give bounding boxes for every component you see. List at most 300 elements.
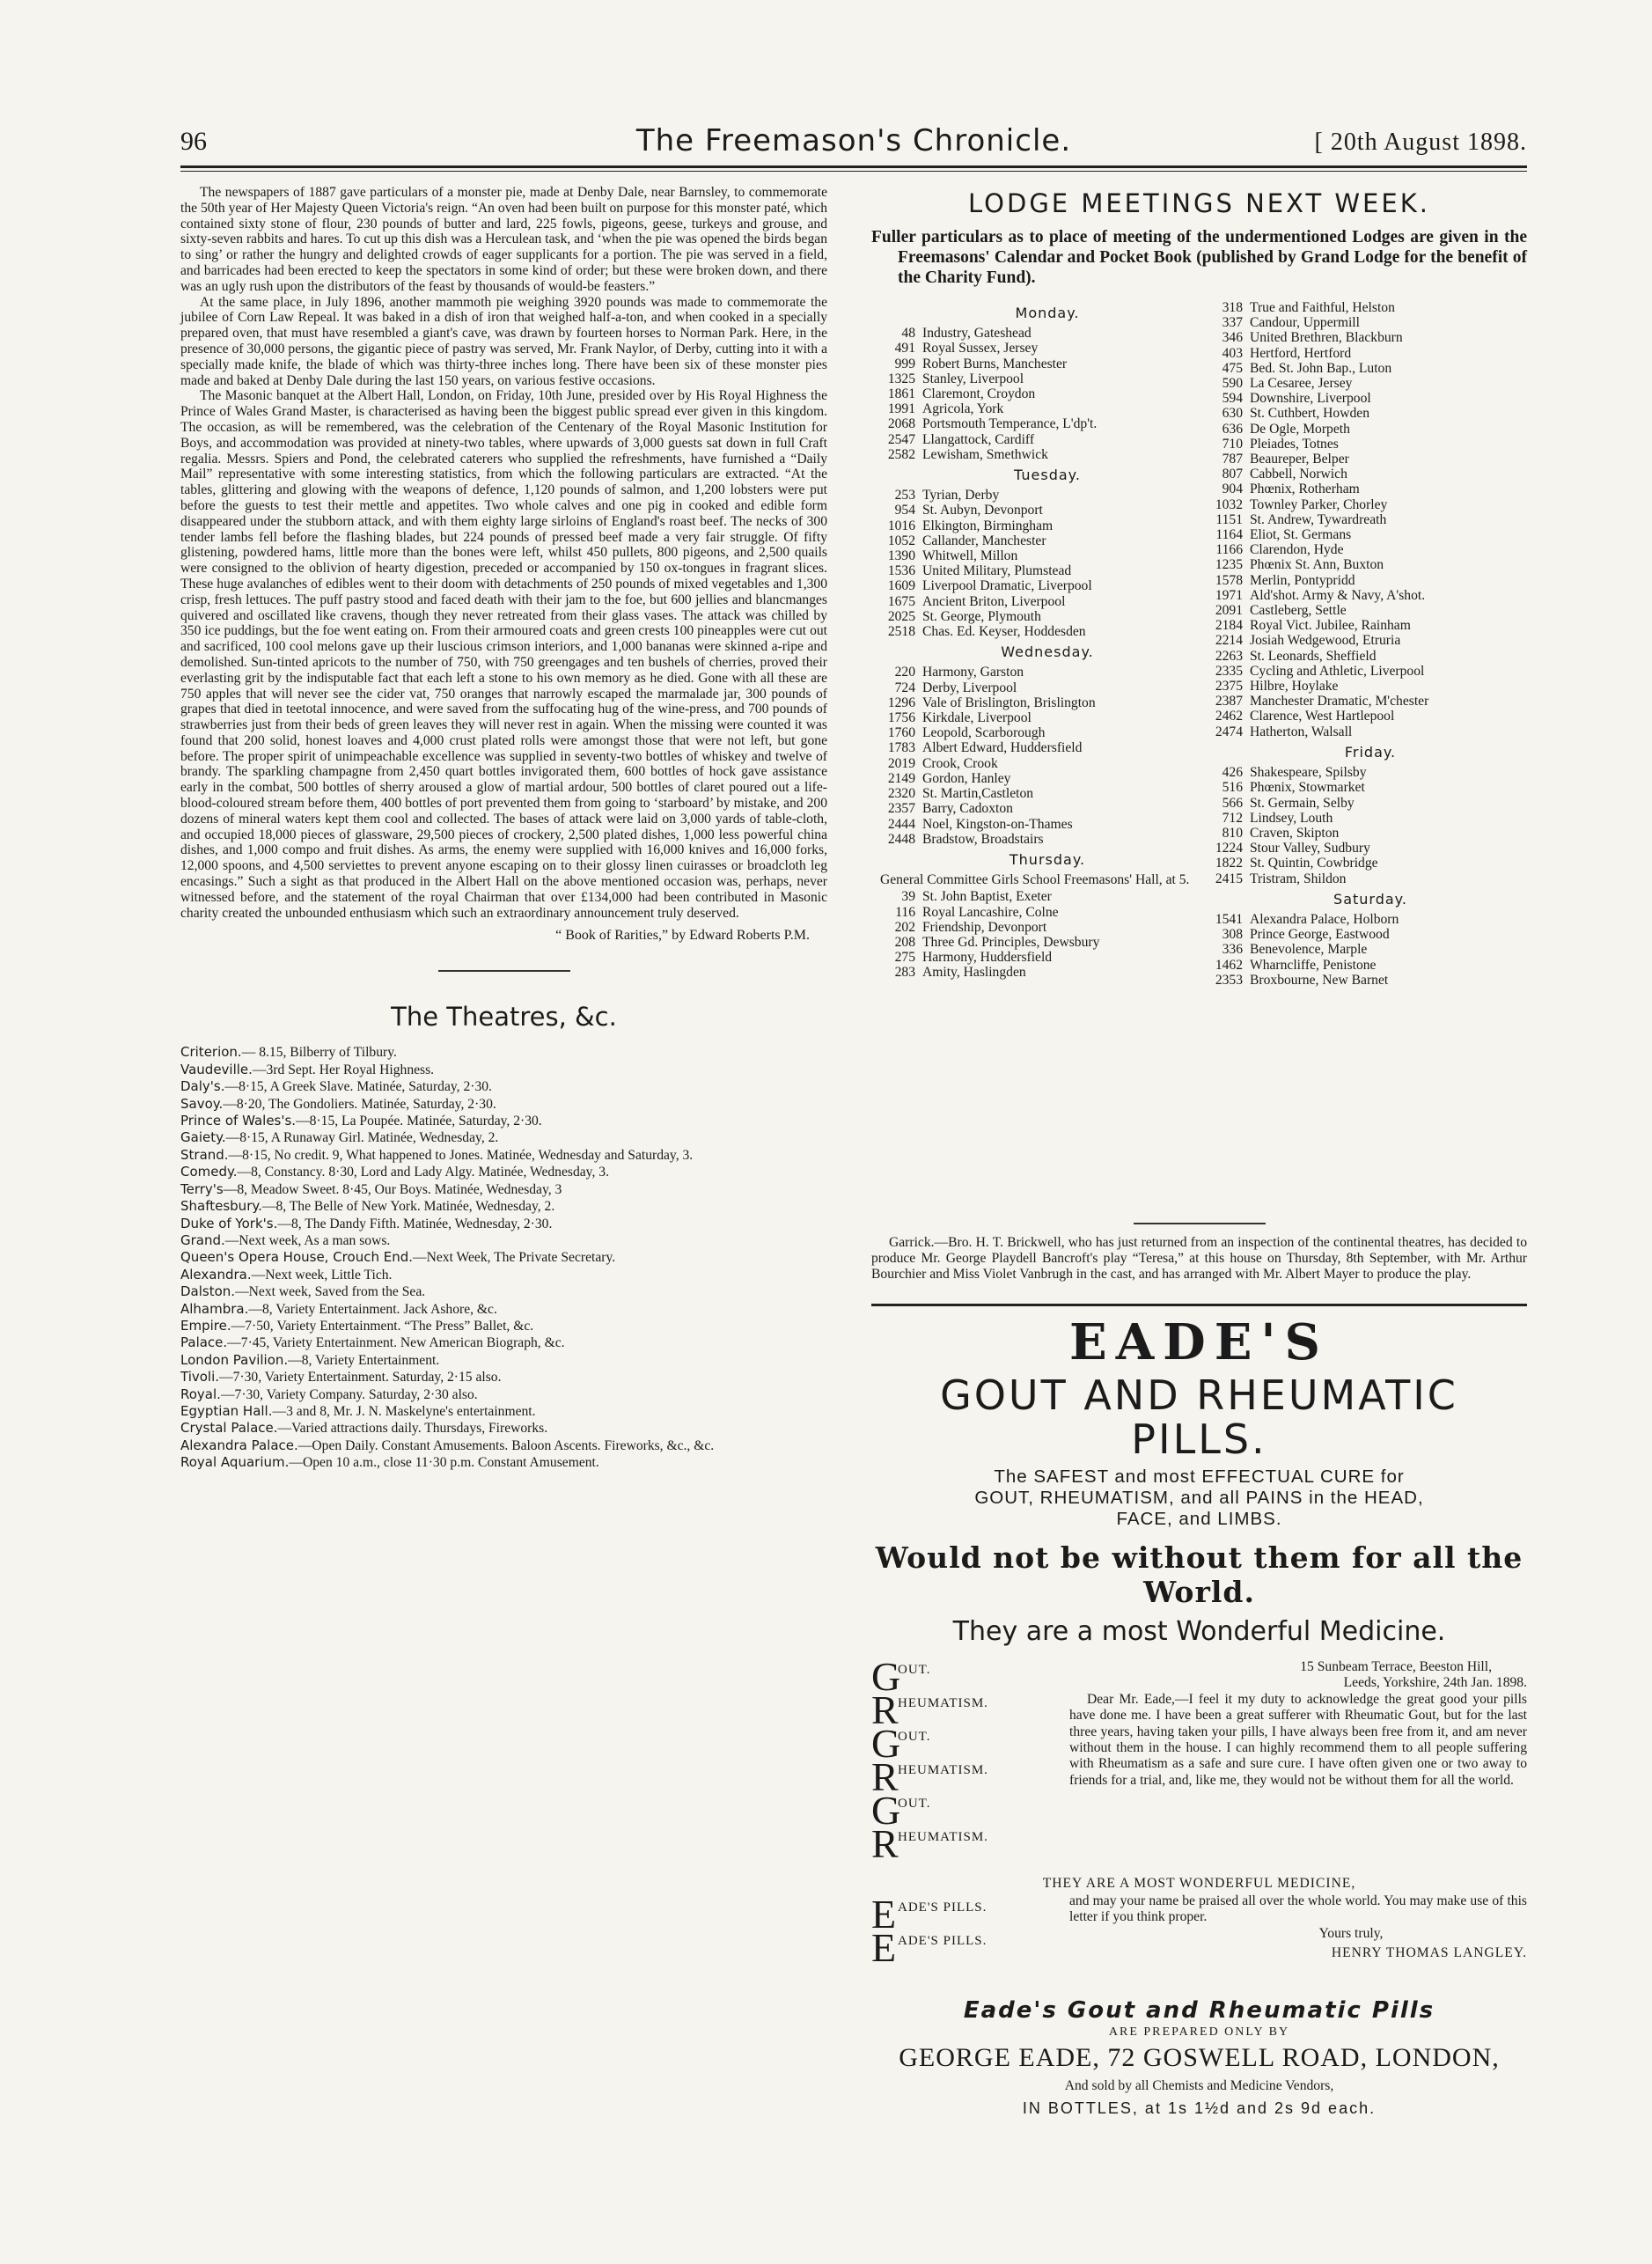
theatres-heading: The Theatres, &c. [391,1002,617,1033]
theatre-details: —8·20, The Gondoliers. Matinée, Saturday, 2·30. [223,1096,496,1112]
day-heading-saturday: Saturday. [1333,890,1407,908]
theatre-name: Royal. [180,1386,221,1402]
theatre-details: —Open 10 a.m., close 11·30 p.m. Constant Amusement. [289,1455,599,1471]
lodge-number: 787 [1222,452,1243,467]
theatre-entry [180,1147,827,1164]
lodge-entry [1208,603,1533,618]
lodge-name: Ald'shot. Army & Navy, A'shot. [1250,587,1426,603]
lodge-name: Benevolence, Marple [1250,942,1368,958]
lodge-entry [880,432,1215,447]
theatre-name: Alexandra. [180,1266,252,1283]
lodge-entry [1208,330,1533,345]
lodge-name: Hilbre, Hoylake [1250,679,1339,695]
lodge-name: Whitwell, Millon [922,548,1018,564]
lodge-number: 2518 [887,624,915,640]
lodge-entry [1208,618,1533,633]
lodge-name: Lewisham, Smethwick [922,446,1048,462]
lodge-number: 1756 [887,710,915,726]
theatre-details: —8·15, A Runaway Girl. Matinée, Wednesday, 2. [225,1130,499,1146]
lodge-column-right [1208,300,1533,988]
lodge-number: 807 [1222,467,1243,482]
lodge-number: 2462 [1215,709,1243,724]
lodge-name: St. John Baptist, Exeter [922,889,1052,905]
lodge-name: Bed. St. John Bap., Luton [1250,360,1392,376]
lodge-entry [1208,452,1533,467]
lodge-number: 2184 [1215,618,1243,634]
issue-date: [ 20th August 1898. [1314,129,1527,156]
theatre-name: Queen's Opera House, Crouch End. [180,1249,414,1266]
theatre-details: —Next Week, The Private Secretary. [413,1250,616,1266]
lodge-number: 491 [894,341,915,357]
lodge-entry [880,832,1215,847]
lodge-entry [880,965,1215,980]
lodge-intro: Fuller particulars as to place of meeting of the undermentioned Lodges are given in the Freemasons' Calendar and Pocket Book (published by Grand Lodge for the benefit of the Charity Fund). [871,228,1527,287]
lodge-entry [1208,826,1533,841]
lodge-name: Broxbourne, New Barnet [1250,972,1389,988]
lodge-entry [880,817,1215,832]
theatre-entry [180,1078,827,1095]
theatre-entry [180,1352,827,1369]
lodge-number: 1390 [887,548,915,564]
letter-text [1069,1659,1527,1789]
lodge-name: Clarence, West Hartlepool [1250,709,1395,724]
committee-note: General Committee Girls School Freemasons' Hall, at 5. [880,872,1190,888]
they-are-line: THEY ARE A MOST WONDERFUL MEDICINE, [1042,1876,1356,1891]
lodge-number: 2387 [1215,694,1243,709]
lodge-number: 220 [894,665,915,680]
lodge-entry [880,357,1215,371]
advert-footer [871,1997,1527,2118]
letter-continuation [1069,1893,1527,1962]
lodge-entry [880,695,1215,710]
theatre-details: — 8.15, Bilberry of Tilbury. [241,1045,397,1061]
lodge-name: Amity, Haslingden [922,965,1026,981]
theatre-name: Daly's. [180,1078,225,1095]
advert-product-name: Eade's Gout and Rheumatic Pills [963,1997,1435,2024]
letter-signature: HENRY THOMAS LANGLEY. [1331,1945,1527,1961]
theatre-details: —7·50, Variety Entertainment. “The Press” Ballet, &c. [231,1318,534,1334]
lodge-name: Vale of Brislington, Brislington [922,695,1096,710]
lodge-entry [880,920,1215,935]
lodge-name: Candour, Uppermill [1250,315,1360,331]
masthead-title: The Freemason's Chronicle. [635,123,1072,158]
theatre-entry [180,1301,827,1318]
theatres-list [180,1044,827,1471]
lodge-name: Royal Vict. Jubilee, Rainham [1250,618,1411,634]
article-paragraph: At the same place, in July 1896, another mammoth pie weighing 3920 pounds was made to commemorate the jubilee of Corn Law Repeal. It was baked in a dish of iron that weighed half-a-ton, and when cooked in a specially prepared oven, that must have resembled a giant's cave, was drawn by fourteen horses to Norman Park. Here, in the presence of 30,000 persons, the gigantic piece of pastry was served, Mr. Frank Naylor, of Derby, cutting into it with a specially made knife, the blade of which was thirty-three inches long. There have been six of these monster pies made and baked at Denby Dale during the last 150 years, on various festive occasions. [180,294,827,388]
lodge-entry [1208,927,1533,942]
theatre-name: Comedy. [180,1164,238,1180]
lodge-number: 724 [894,680,915,695]
lodge-entry [1208,780,1533,795]
lodge-entry [880,371,1215,386]
lodge-number: 1151 [1215,511,1243,527]
lodge-entry [880,609,1215,624]
lodge-name: De Ogle, Morpeth [1250,421,1350,437]
lodge-entry [880,563,1215,578]
lodge-entry [1208,315,1533,330]
theatre-details: —8, The Belle of New York. Matinée, Wednesday, 2. [261,1199,555,1215]
lodge-name: Pleiades, Totnes [1250,436,1339,452]
lodge-name: St. Andrew, Tywardreath [1250,511,1387,527]
advert-claim [871,1466,1527,1530]
letter-address: 15 Sunbeam Terrace, Beeston Hill, [1300,1659,1492,1674]
lodge-name: Portsmouth Temperance, L'dp't. [922,416,1098,432]
lodge-name: Robert Burns, Manchester [922,356,1068,371]
lodge-number: 253 [894,488,915,504]
theatre-entry [180,1437,827,1454]
lodge-name: Agricola, York [922,401,1004,417]
lodge-entry [880,680,1215,695]
letter-body: Dear Mr. Eade,—I feel it my duty to acknowledge the great good your pills have done me. I have been a great sufferer with Rheumatic Gout, but for the last three years, having taken your pills, I have always been free from it, and am never without them in the house. I can highly recommend them to all people suffering with Rheumatism as a safe and sure cure. I have often given one or two away to friends for a trial, and, like me, they would not be without them for all the world. [1069,1691,1527,1788]
theatre-name: Prince of Wales's. [180,1113,297,1129]
lodge-entry [1208,437,1533,452]
lodge-name: Craven, Skipton [1250,825,1340,841]
right-column [871,185,1527,2118]
lodge-entry [1208,973,1533,988]
theatre-name: Empire. [180,1317,231,1334]
lodge-entry [880,326,1215,341]
theatre-name: Criterion. [180,1044,242,1061]
lodge-entry [880,503,1215,518]
lodge-number: 2357 [887,801,915,817]
theatre-name: Savoy. [180,1095,224,1112]
lodge-entry [1208,796,1533,811]
theatre-name: Crystal Palace. [180,1420,278,1437]
lodge-name: Phœnix St. Ann, Buxton [1250,557,1384,573]
lodge-number: 2263 [1215,648,1243,664]
side-word-rest: HEUMATISM. [898,1830,988,1844]
side-word-rest: HEUMATISM. [898,1763,988,1777]
theatre-name: Terry's [180,1180,224,1197]
advert-claim-line: GOUT, RHEUMATISM, and all PAINS in the HEAD, [974,1488,1424,1508]
lodge-entry [1208,512,1533,527]
lodge-number: 2375 [1215,679,1243,695]
lodge-number: 954 [894,503,915,518]
lodge-number: 2415 [1215,871,1243,886]
lodge-number: 636 [1222,421,1243,437]
theatre-details: —8·15, La Poupée. Matinée, Saturday, 2·30. [296,1114,542,1129]
side-initial: G [871,1721,901,1766]
eade-initial: E [871,1892,897,1937]
side-word [871,1754,1074,1799]
lodge-entry [1208,724,1533,739]
side-words [871,1654,1074,1866]
lodge-name: St. Leonards, Sheffield [1250,648,1377,664]
lodge-meetings-heading: LODGE MEETINGS NEXT WEEK. [968,188,1430,218]
lodge-entry [880,740,1215,755]
theatre-entry [180,1096,827,1113]
lodge-name: St. Aubyn, Devonport [922,503,1043,518]
theatre-entry [180,1369,827,1386]
theatre-name: Vaudeville. [180,1061,253,1077]
lodge-entry [880,786,1215,801]
lodge-name: Castleberg, Settle [1250,603,1347,619]
article-paragraph: The Masonic banquet at the Albert Hall, London, on Friday, 10th June, presided over by His Royal Highness the Prince of Wales Grand Master, is characterised as having been the biggest public spread ever given in this kingdom. The occasion, as will be remembered, was the celebration of the Centenary of the Royal Masonic Institution for Boys, and accommodation was provided at ninety-two tables, where upwards of 3,000 guests sat down in full Craft regalia. Messrs. Spiers and Pond, the celebrated caterers who supplied the refreshments, have furnished a “Daily Mail” representative with some interesting statistics, from which the following particulars are extracted. “At the tables, glittering and glowing with the weapons of defence, 1,120 pounds of salmon, and 1,200 lobsters were put before the guests to test their mettle and appetites. Two whole calves and one pig in cooked and edible form disappeared under the stubborn attack, and with them eighty large sirloins of England's roast beef. The necks of 300 tender lambs fell before the flashing blades, but 224 pounds of pressed beef made a very fair struggle. Of fifty glistening, powdered hams, little more than the bones were left, whilst 450 pullets, 800 pigeons, and 2,500 quails were consigned to the oblivion of hearty digestion, preceded or accompanied by 150 ox-tongues in fragrant slices. These huge avalanches of edibles went to their doom with detachments of 250 pounds of mixed vegetables and 1,300 crisp, fresh lettuces. The puff pastry stood and faced death with their jam to the foe, but 600 jellies and blancmanges quivered and oscillated like cravens, though they never retreated from their glass vases. The attack was chilled by 350 ice puddings, but the foe went eating on. From their armoured coats and green crests 100 pineapples were cut out and sacrificed, 100 cool melons gave up their luscious crimson interiors, and 1,000 bananas were skinned a-ripe and demolished. Sun-tinted apricots to the number of 750, with 750 greengages and ten bushels of cherries, proved their everlasting grit by the indisputable fact that each left a stone to his own memory as he died. Gone with all these are 750 apples that will never see the cider vat, 750 oranges that narrowly escaped the marmalade jar, 300 pounds of grapes that died in teetotal innocence, and were saved from the suffocating hug of the wine-press, and 700 pounds of strawberries just from their beds of green leaves they will never rest in again. When the missing were counted it was found that 200 solid, honest loaves and 4,000 crust plated rolls were amongst those that were not left, but gone before. The proper spirit of unimpeachable excellence was supplied in seventy-two bottles of whiskey and twelve of brandy. The sparkling champagne from 2,450 quart bottles invigorated them, 600 bottles of hock gave assistance early in the combat, 500 bottles of sherry aroused a glow of martial ardour, 500 bottles of claret poured out a life-blood-coloured stream before them, 400 bottles of port prevented them from going to ‘starboard’ by mistake, and 200 dozens of mineral waters kept them cool and collected. The bases of attack were laid on 3,000 yards of table-cloth, and occupied 18,000 pieces of glassware, 29,500 pieces of crockery, 2,500 plated dishes, 1,000 less powerful china dishes, and 1,000 compo and fruit dishes. As arms, the enemy were supplied with 16,000 knives and 16,000 forks, 12,000 spoons, and 4,500 serviettes to prevent anyone escaping on to their glossy linen cuirasses or broadcloth leg encasings.” Such a sight as that produced in the Albert Hall on the above mentioned occasion was, perhaps, never witnessed before, and the statement of the royal Chairman that over £134,000 had been contributed in Masonic charity created the unbounded enthusiasm which such an extraordinary announcement truly deserved. [180,388,827,921]
lodge-name: Royal Lancashire, Colne [922,904,1059,920]
side-word [871,1721,1074,1766]
lodge-number: 2068 [887,416,915,432]
lodge-number: 48 [901,326,915,342]
theatre-name: London Pavilion. [180,1351,289,1368]
lodge-number: 426 [1222,765,1243,781]
lodge-listing [871,300,1527,1233]
day-heading-tuesday: Tuesday. [1014,467,1081,484]
theatre-name: Strand. [180,1146,229,1163]
lodge-entry [1208,481,1533,496]
lodge-name: St. Cuthbert, Howden [1250,406,1370,422]
eade-word-rest: ADE'S PILLS. [898,1900,988,1915]
lodge-name: United Military, Plumstead [922,563,1072,579]
lodge-number: 1164 [1215,527,1243,543]
lodge-name: La Cesaree, Jersey [1250,376,1353,392]
lodge-number: 116 [895,904,915,920]
lodge-name: Harmony, Garston [922,665,1024,680]
theatre-details: —8·15, A Greek Slave. Matinée, Saturday, 2·30. [224,1079,492,1095]
lodge-entry [880,578,1215,593]
lodge-number: 318 [1222,300,1243,315]
side-word [871,1687,1074,1732]
lodge-number: 2019 [887,755,915,771]
lodge-name: Stour Valley, Sudbury [1250,841,1370,856]
lodge-number: 346 [1222,330,1243,346]
theatre-name: Alhambra. [180,1300,249,1317]
theatre-entry [180,1164,827,1180]
lodge-number: 2320 [887,786,915,802]
theatre-details: —Next week, As a man sows. [224,1232,391,1248]
lodge-number: 566 [1222,795,1243,811]
theatre-entry [180,1062,827,1078]
lodge-entry [880,518,1215,533]
side-word-rest: OUT. [898,1730,931,1744]
theatre-entry [180,1386,827,1403]
lodge-name: Three Gd. Principles, Dewsbury [922,934,1100,950]
lodge-name: Shakespeare, Spilsby [1250,765,1367,781]
lodge-entry [1208,467,1533,481]
advert-top-rule [871,1304,1527,1306]
lodge-entry [880,801,1215,816]
day-heading-friday: Friday. [1344,743,1397,761]
advert-maker-address: GEORGE EADE, 72 GOSWELL ROAD, LONDON, [899,2043,1500,2072]
lodge-name: Noel, Kingston-on-Thames [922,816,1073,832]
theatre-entry [180,1334,827,1351]
lodge-entry [880,935,1215,950]
lodge-name: St. Quintin, Cowbridge [1250,856,1378,871]
article-citation: “ Book of Rarities,” by Edward Roberts P.M. [555,928,810,944]
lodge-entry [880,624,1215,639]
lodge-number: 2025 [887,608,915,624]
theatre-entry [180,1044,827,1061]
theatre-name: Duke of York's. [180,1215,278,1231]
lodge-name: Lindsey, Louth [1250,810,1333,826]
lodge-entry [1208,694,1533,709]
letter-address: Leeds, Yorkshire, 24th Jan. 1898. [1343,1675,1527,1691]
lodge-entry [880,533,1215,548]
lodge-entry [880,756,1215,771]
lodge-entry [880,386,1215,401]
lodge-name: Harmony, Huddersfield [922,950,1053,966]
lodge-number: 2448 [887,831,915,847]
lodge-entry [1208,346,1533,361]
lodge-number: 904 [1222,481,1243,497]
lodge-number: 1166 [1215,542,1243,558]
lodge-entry [1208,588,1533,603]
lodge-number: 2444 [887,816,915,832]
day-heading-thursday: Thursday. [1009,850,1086,868]
lodge-number: 2474 [1215,724,1243,739]
left-column [180,185,827,1472]
side-word [871,1788,1074,1833]
lodge-name: Leopold, Scarborough [922,725,1046,741]
lodge-name: St. George, Plymouth [922,608,1041,624]
lodge-name: St. Germain, Selby [1250,795,1355,811]
lodge-number: 1971 [1215,587,1243,603]
theatre-details: —3 and 8, Mr. J. N. Maskelyne's entertainment. [272,1403,536,1419]
side-word [871,1821,1074,1866]
lodge-number: 2091 [1215,603,1243,619]
theatre-name: Egyptian Hall. [180,1402,273,1419]
lodge-entry [1208,664,1533,679]
lodge-number: 1675 [887,593,915,609]
lodge-name: Industry, Gateshead [922,326,1032,342]
lodge-number: 2547 [887,431,915,447]
eade-word [871,1892,1074,1937]
lodge-entry [880,401,1215,416]
lodge-entry [880,889,1215,904]
lodge-entry [880,771,1215,786]
lodge-entry [1208,391,1533,406]
lodge-number: 1541 [1215,911,1243,927]
page-number: 96 [180,127,207,156]
lodge-name: Phœnix, Rotherham [1250,481,1360,497]
lodge-name: Alexandra Palace, Holborn [1250,911,1399,927]
theatre-entry [180,1454,827,1471]
eade-initial: E [871,1925,897,1970]
theatre-name: Grand. [180,1231,225,1248]
theatre-entry [180,1232,827,1249]
lodge-number: 1052 [887,533,915,548]
garrick-notice: Garrick.—Bro. H. T. Brickwell, who has just returned from an inspection of the continental theatres, has decided to produce Mr. George Playdell Bancroft's play “Teresa,” at this house on Thursday, 8th September, with Mr. Arthur Bourchier and Miss Violet Vanbrugh in the cast, and has arranged with Mr. Albert Mayer to produce the play. [871,1235,1527,1282]
lodge-number: 1760 [887,725,915,741]
lodge-entry [1208,679,1533,694]
lodge-name: Beaureper, Belper [1250,452,1349,467]
lodge-number: 1462 [1215,957,1243,973]
side-word-rest: OUT. [898,1663,931,1677]
lodge-number: 1016 [887,518,915,533]
lodge-entry [1208,856,1533,871]
theatre-details: —8, Constancy. 8·30, Lord and Lady Algy. Matinée, Wednesday, 3. [237,1165,609,1180]
theatre-entry [180,1420,827,1437]
side-word-rest: OUT. [898,1797,931,1811]
lodge-name: Ancient Briton, Liverpool [922,593,1066,609]
lodge-entry [1208,300,1533,315]
lodge-name: Cycling and Athletic, Liverpool [1250,663,1425,679]
lodge-entry [1208,422,1533,437]
day-heading-monday: Monday. [1015,305,1080,321]
lodge-name: Barry, Cadoxton [922,801,1013,817]
lodge-number: 2353 [1215,972,1243,988]
lodge-number: 2149 [887,770,915,786]
lodge-name: Eliot, St. Germans [1250,527,1352,543]
theatre-entry [180,1113,827,1129]
lodge-name: Claremont, Croydon [922,386,1036,402]
article-paragraph: The newspapers of 1887 gave particulars of a monster pie, made at Denby Dale, near Barnsley, to commemorate the 50th year of Her Majesty Queen Victoria's reign. “An oven had been built on purpose for this monster paté, which contained sixty stone of flour, 230 pounds of butter and lard, 225 fowls, pigeons, geese, turkeys and grouse, and sixty-seven rabbits and hares. To cut up this dish was a Herculean task, and ‘when the pie was opened the birds began to sing’ or rather the hungry and delighted crowds of eager supplicants for a portion. The pie was served in a field, and barricades had been erected to keep the spectators in some kind of order; but these were broken down, and there was an ugly rush upon the distributors of the feast by thousands of would-be feasters.” [180,185,827,294]
theatre-name: Royal Aquarium. [180,1454,290,1471]
letter-closing: Yours truly, [1318,1925,1384,1941]
side-word-rest: HEUMATISM. [898,1696,988,1710]
lodge-name: Bradstow, Broadstairs [922,831,1044,847]
side-initial: R [871,1821,899,1866]
theatre-name: Dalston. [180,1283,236,1300]
lodge-number: 710 [1222,436,1243,452]
theatre-details: —Open Daily. Constant Amusements. Baloon Ascents. Fireworks, &c., &c. [297,1437,715,1453]
lodge-number: 1235 [1215,557,1243,573]
side-initial: R [871,1754,899,1799]
lodge-name: Downshire, Liverpool [1250,391,1371,407]
lodge-number: 594 [1222,391,1243,407]
theatre-entry [180,1216,827,1232]
side-initial: G [871,1788,901,1833]
theatre-entry [180,1198,827,1215]
eades-advertisement [871,1313,1527,1647]
theatre-details: —3rd Sept. Her Royal Highness. [252,1062,435,1077]
lodge-number: 1861 [887,386,915,402]
lodge-number: 208 [894,934,915,950]
lodge-number: 336 [1222,942,1243,958]
theatre-name: Alexandra Palace. [180,1437,298,1453]
theatre-details: —8, Variety Entertainment. [288,1352,440,1368]
theatre-entry [180,1283,827,1300]
lodge-number: 630 [1222,406,1243,422]
advert-brand: EADE'S [1069,1313,1329,1371]
lodge-name: Wharncliffe, Penistone [1250,957,1377,973]
lodge-entry [880,594,1215,609]
lodge-number: 516 [1222,780,1243,796]
lodge-entry [880,665,1215,680]
theatre-details: —8, The Dandy Fifth. Matinée, Wednesday, 2·30. [277,1216,553,1231]
theatre-details: —Next week, Saved from the Sea. [235,1284,426,1300]
theatre-entry [180,1249,827,1266]
lodge-number: 2335 [1215,663,1243,679]
theatre-entry [180,1181,827,1198]
lodge-name: Manchester Dramatic, M'chester [1250,694,1429,709]
lodge-number: 1609 [887,578,915,594]
lodge-entry [1208,406,1533,421]
lodge-number: 308 [1222,927,1243,943]
letter-cont-text: and may your name be praised all over the whole world. You may make use of this letter if you think proper. [1069,1893,1527,1925]
lodge-number: 1536 [887,563,915,579]
lodge-name: True and Faithful, Helston [1250,300,1395,315]
lodge-name: Albert Edward, Huddersfield [922,740,1083,756]
lodge-name: United Brethren, Blackburn [1250,330,1403,346]
lodge-entry [1208,871,1533,886]
theatre-name: Gaiety. [180,1129,226,1146]
lodge-name: Derby, Liverpool [922,680,1017,695]
lodge-name: Phœnix, Stowmarket [1250,780,1365,796]
lodge-entry [1208,841,1533,856]
lodge-entry [1208,527,1533,542]
theatre-details: —Varied attractions daily. Thursdays, Fireworks. [277,1421,548,1437]
lodge-entry [1208,958,1533,973]
side-initial: R [871,1687,899,1732]
lodge-entry [1208,811,1533,826]
theatre-entry [180,1318,827,1334]
lodge-entry [1208,573,1533,588]
lodge-name: Crook, Crook [922,755,998,771]
advert-product: GOUT AND RHEUMATIC PILLS. [940,1371,1458,1463]
lodge-number: 1578 [1215,572,1243,588]
theatre-details: —8, Meadow Sweet. 8·45, Our Boys. Matinée, Wednesday, 3 [223,1181,562,1197]
